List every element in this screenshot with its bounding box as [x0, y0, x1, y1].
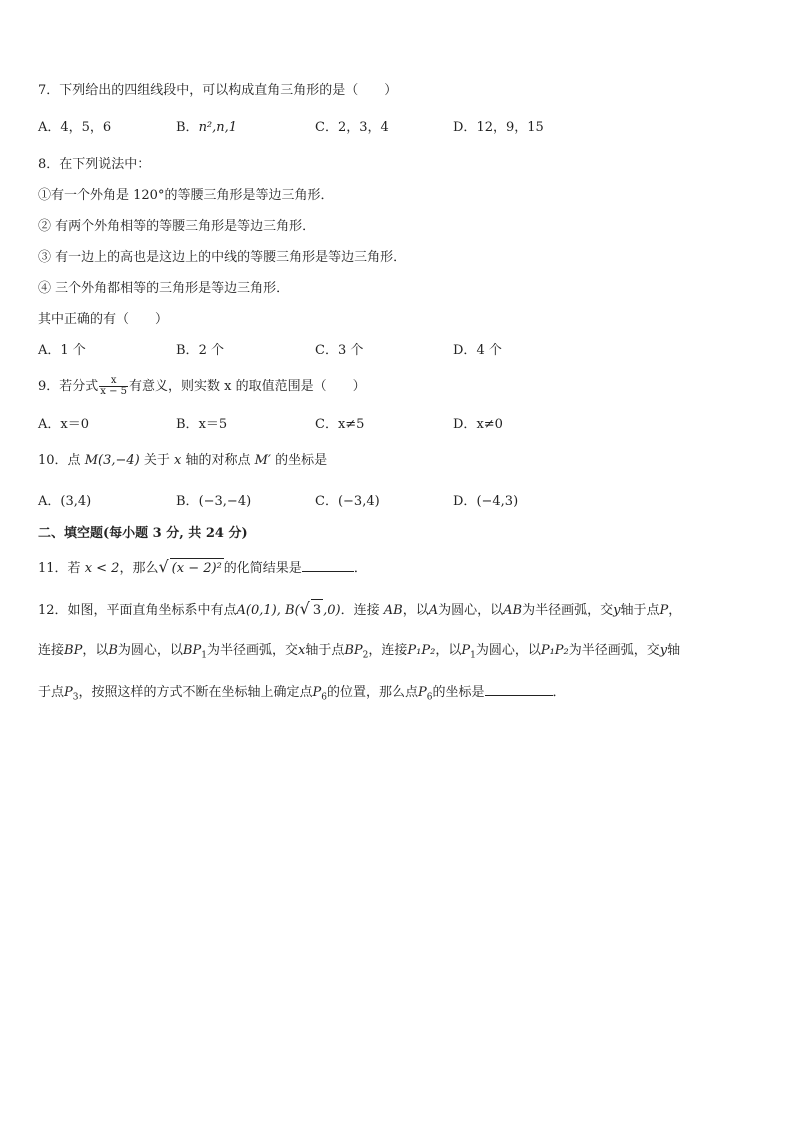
var-y: y	[613, 603, 621, 618]
answer-blank[interactable]	[485, 683, 553, 696]
q12-text: 为半径画弧，交	[522, 603, 614, 618]
q8-ask: 其中正确的有（ ）	[38, 312, 169, 327]
point-p3: P	[64, 685, 73, 700]
q12-text: 轴于点	[620, 603, 660, 618]
q7-option-d[interactable]	[453, 120, 544, 136]
option-letter: A．	[38, 417, 61, 432]
option-letter: A．	[38, 494, 61, 509]
q12-text: 为半径画弧，交	[206, 643, 298, 658]
q11-text: ，那么	[119, 561, 159, 576]
points-ab: A(0,1), B(	[236, 603, 300, 618]
segment-ab: AB	[503, 603, 523, 618]
q12-text: ，以	[82, 643, 109, 658]
option-letter: D．	[453, 120, 477, 135]
q8-statement-3: ③ 有一边上的高也是这边上的中线的等腰三角形是等边三角形．	[38, 250, 407, 265]
q12-line-3	[38, 682, 566, 704]
option-text: n²,n,1	[198, 120, 238, 135]
q8-option-d[interactable]	[453, 343, 502, 359]
option-letter: B．	[176, 120, 199, 135]
q7-option-a[interactable]	[38, 120, 111, 136]
option-text: 1 个	[60, 343, 86, 358]
option-letter: D．	[453, 494, 477, 509]
point-p6: P	[418, 685, 427, 700]
option-letter: B．	[176, 494, 199, 509]
var-x: x	[297, 643, 306, 658]
point-p1: P	[461, 643, 471, 658]
point-p: P	[659, 603, 669, 618]
subscript: 1	[470, 650, 476, 661]
q10-option-d[interactable]	[453, 494, 518, 510]
q8-stem: 8．在下列说法中：	[38, 157, 151, 172]
fraction-numerator: x	[99, 376, 128, 387]
q9-suffix: 有意义，则实数 x 的取值范围是（ ）	[129, 379, 366, 394]
q7-option-c[interactable]	[315, 120, 389, 136]
option-letter: C．	[315, 343, 338, 358]
points-ab-end: ,0)	[323, 603, 341, 618]
q12-text: 于点	[38, 685, 65, 700]
q12-text: 为圆心，以	[438, 603, 504, 618]
q12-text: 为圆心，以	[117, 643, 183, 658]
q10-option-a[interactable]	[38, 494, 91, 510]
q10-stem	[38, 453, 327, 469]
option-letter: D．	[453, 343, 477, 358]
q11-text: 的化简结果是	[223, 561, 302, 576]
option-text: 3 个	[337, 343, 364, 358]
q12-text: 的位置，那么点	[327, 685, 419, 700]
q9-option-a[interactable]	[38, 417, 89, 433]
option-text: x≠5	[337, 417, 365, 432]
subscript: 1	[201, 650, 207, 661]
fraction-denominator: x − 5	[100, 386, 128, 397]
option-text: 12，9，15	[476, 120, 544, 135]
segment-ab: AB	[383, 603, 403, 618]
option-text: (−3,−4)	[198, 494, 252, 509]
segment-p1p2: P₁P₂	[540, 643, 569, 658]
radicand: (x − 2)²	[170, 558, 224, 579]
q10-text: 10．点	[38, 453, 81, 468]
var-y: y	[659, 643, 668, 658]
option-text: (−4,3)	[476, 494, 519, 509]
condition: x < 2	[84, 561, 120, 576]
option-letter: B．	[176, 417, 199, 432]
option-text: (−3,4)	[337, 494, 380, 509]
option-text: (3,4)	[60, 494, 92, 509]
q9-option-b[interactable]	[176, 417, 227, 433]
subscript: 3	[72, 692, 79, 703]
q9-option-c[interactable]	[315, 417, 364, 433]
q8-statement-4: ④ 三个外角都相等的三角形是等边三角形．	[38, 281, 290, 296]
q11-text: ．	[353, 561, 367, 576]
segment-bp2: BP	[344, 643, 363, 658]
point-m: M(3,−4)	[84, 453, 140, 468]
segment-bp1: BP	[182, 643, 202, 658]
point-b: B	[108, 643, 118, 658]
option-letter: B．	[176, 343, 199, 358]
q12-text: ，连接	[368, 643, 408, 658]
option-letter: A．	[38, 120, 61, 135]
q12-line-2	[38, 640, 680, 662]
subscript: 6	[426, 692, 433, 703]
q7-option-b[interactable]	[176, 120, 237, 136]
option-letter: C．	[315, 494, 338, 509]
q12-text: ，	[668, 603, 682, 618]
option-text: 2，3，4	[337, 120, 389, 135]
q12-text: 的坐标是	[432, 685, 485, 700]
q12-text: 为圆心，以	[475, 643, 541, 658]
option-text: x≠0	[476, 417, 503, 432]
fraction	[99, 376, 128, 397]
option-letter: A．	[38, 343, 61, 358]
q12-text: 轴	[667, 643, 681, 658]
q9-prefix: 9．若分式	[38, 379, 99, 394]
q10-text: 关于	[143, 453, 170, 468]
segment-bp: BP	[64, 643, 83, 658]
q12-text: ．	[552, 685, 566, 700]
q9-option-d[interactable]	[453, 417, 503, 433]
var-x: x	[174, 453, 182, 468]
q8-option-c[interactable]	[315, 343, 363, 359]
option-letter: D．	[453, 417, 477, 432]
option-letter: C．	[315, 417, 338, 432]
segment-p1p2: P₁P₂	[407, 643, 436, 658]
radicand: 3	[311, 599, 323, 622]
q10-option-c[interactable]	[315, 494, 380, 510]
answer-blank[interactable]	[302, 559, 354, 572]
q8-option-b[interactable]	[176, 343, 224, 359]
option-text: x＝5	[198, 417, 228, 432]
point-a: A	[428, 603, 439, 618]
section-heading: 二、填空题(每小题 3 分, 共 24 分)	[38, 526, 248, 541]
q12-text: ，以	[402, 603, 429, 618]
q12-text: ，以	[435, 643, 462, 658]
q12-text: ．连接	[340, 603, 380, 618]
q10-text: 轴的对称点	[185, 453, 251, 468]
option-text: 4 个	[476, 343, 502, 358]
q10-text: 的坐标是	[275, 453, 328, 468]
subscript: 2	[362, 650, 369, 661]
q12-text: 连接	[38, 643, 65, 658]
q7-stem: 7．下列给出的四组线段中，可以构成直角三角形的是（ ）	[38, 83, 398, 98]
q12-text: 为半径画弧，交	[568, 643, 660, 658]
radical-sign: √	[158, 557, 169, 576]
q10-option-b[interactable]	[176, 494, 251, 510]
option-text: 2 个	[198, 343, 224, 358]
option-letter: C．	[315, 120, 338, 135]
point-p6: P	[312, 685, 322, 700]
q12-text: ，按照这样的方式不断在坐标轴上确定点	[78, 685, 313, 700]
q12-line-1	[38, 598, 681, 622]
option-text: x＝0	[60, 417, 89, 432]
q11-text: 11．若	[38, 561, 81, 576]
q8-statement-1: ①有一个外角是 120°的等腰三角形是等边三角形．	[38, 188, 334, 203]
subscript: 6	[321, 692, 327, 703]
option-text: 4，5，6	[60, 120, 112, 135]
q12-text: 12．如图，平面直角坐标系中有点	[38, 603, 237, 618]
radical-sign: √	[299, 599, 310, 618]
q11-stem	[38, 557, 367, 579]
q8-statement-2: ② 有两个外角相等的等腰三角形是等边三角形．	[38, 219, 316, 234]
point-m-prime: M′	[254, 453, 271, 468]
q8-option-a[interactable]	[38, 343, 86, 359]
q12-text: 轴于点	[305, 643, 345, 658]
q9-stem	[38, 375, 366, 399]
